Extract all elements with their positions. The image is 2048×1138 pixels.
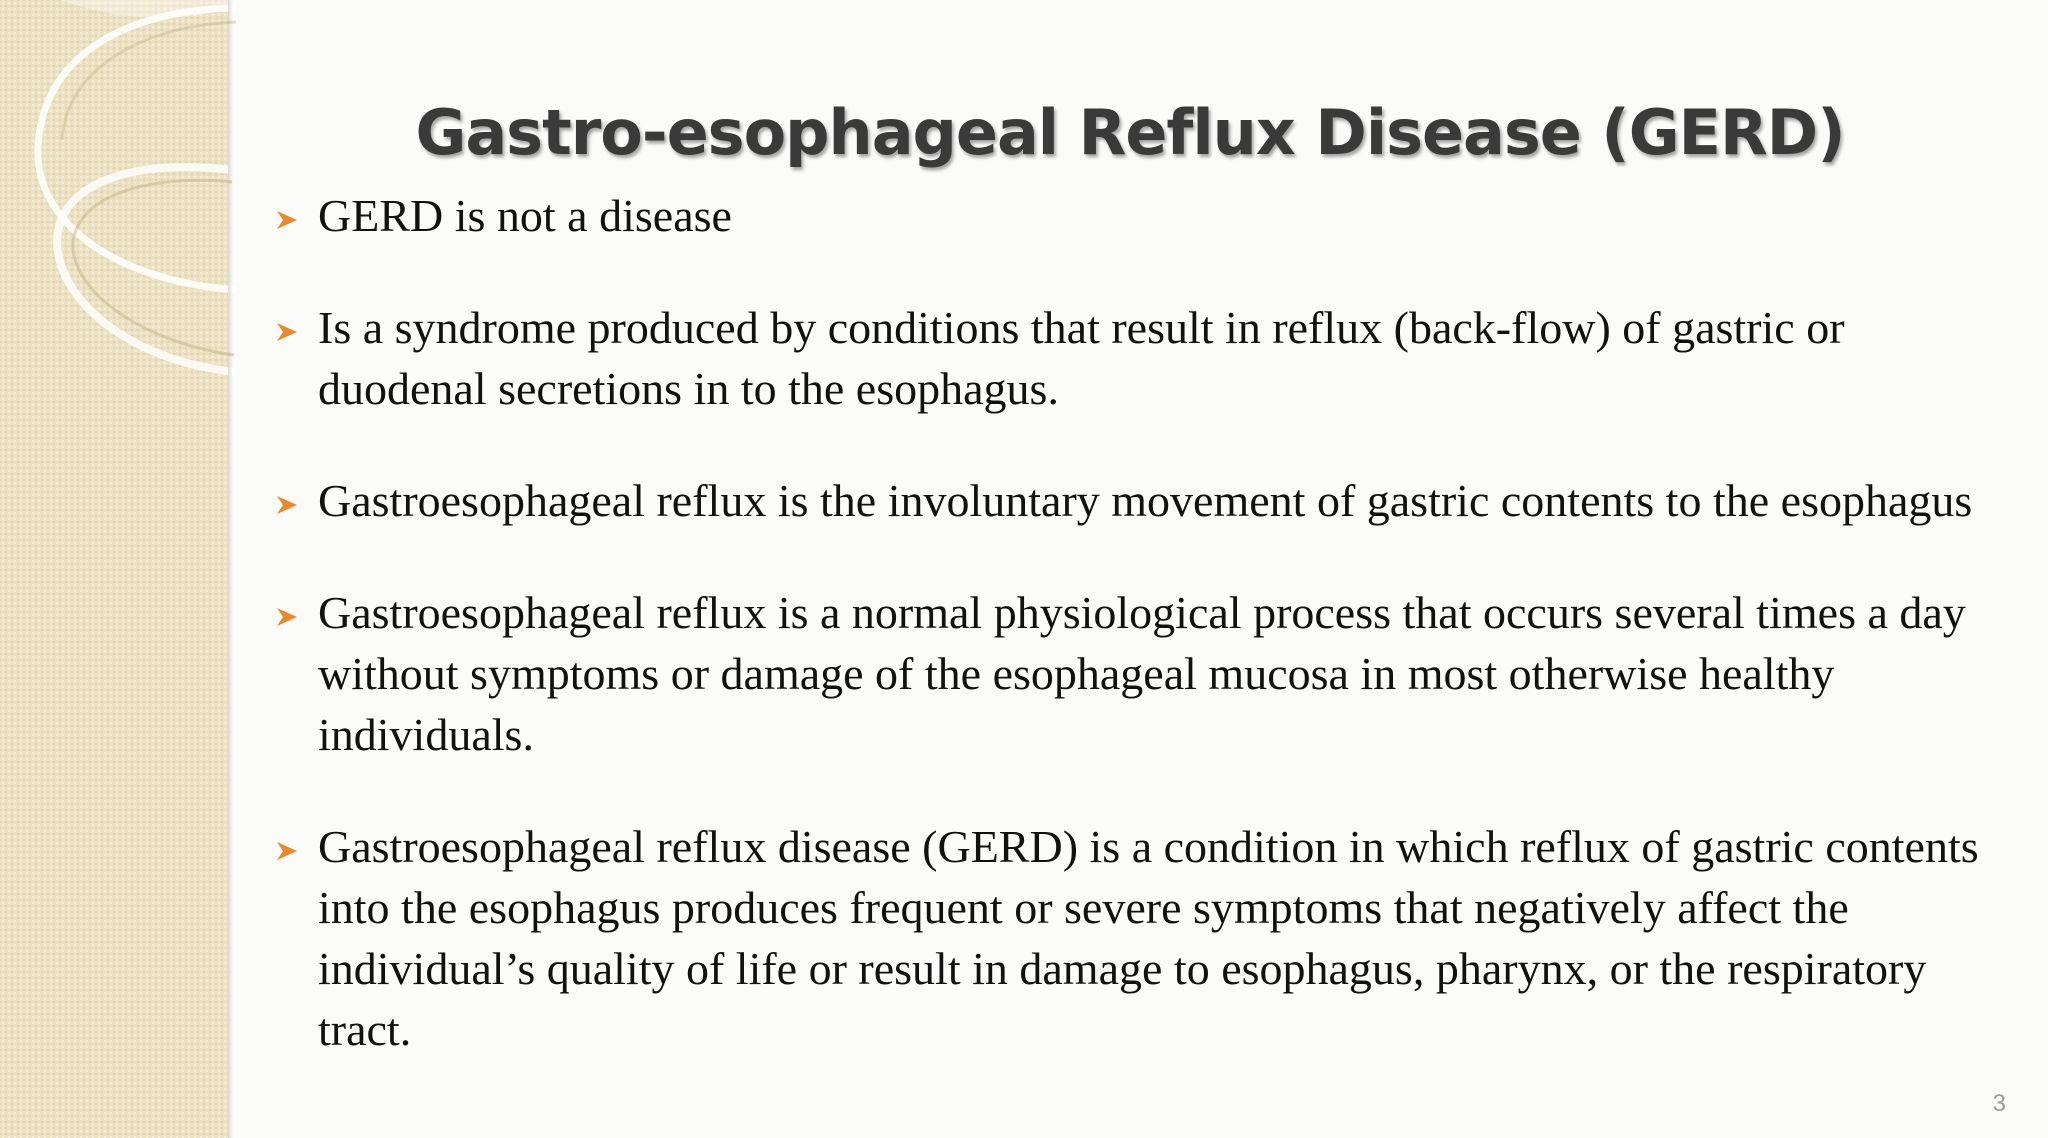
decorative-side-panel xyxy=(0,0,228,1138)
arrowhead-bullet-icon xyxy=(275,606,299,628)
bullet-text: GERD is not a disease xyxy=(318,190,732,241)
bullet-text: Gastroesophageal reflux is a normal physiological process that occurs several times a day without symptoms or damage of the esophageal mucosa in most otherwise healthy individuals. xyxy=(318,587,1966,760)
bullet-list xyxy=(275,185,1995,1060)
arrowhead-bullet-icon xyxy=(275,209,299,231)
slide-title: Gastro-esophageal Reflux Disease (GERD) xyxy=(415,96,1845,169)
bullet-item xyxy=(275,816,1995,1060)
bullet-item xyxy=(275,297,1995,419)
bullet-item xyxy=(275,185,1995,246)
bullet-item xyxy=(275,470,1995,531)
side-panel-shadow xyxy=(228,0,233,1138)
bullet-text: Is a syndrome produced by conditions that result in reflux (back-flow) of gastric or duodenal secretions in to the esophagus. xyxy=(318,302,1845,414)
decorative-swirl-icon xyxy=(0,0,240,400)
bullet-text: Gastroesophageal reflux is the involuntary movement of gastric contents to the esophagus xyxy=(318,475,1973,526)
page-number: 3 xyxy=(1992,1090,2006,1117)
bullet-text: Gastroesophageal reflux disease (GERD) is a condition in which reflux of gastric contents into the esophagus produces frequent or severe symptoms that negatively affect the individual’s quality of life or result in damage to esophagus, pharynx, or the respiratory tract. xyxy=(318,821,1979,1055)
arrowhead-bullet-icon xyxy=(275,840,299,862)
arrowhead-bullet-icon xyxy=(275,494,299,516)
bullet-item xyxy=(275,582,1995,765)
arrowhead-bullet-icon xyxy=(275,321,299,343)
